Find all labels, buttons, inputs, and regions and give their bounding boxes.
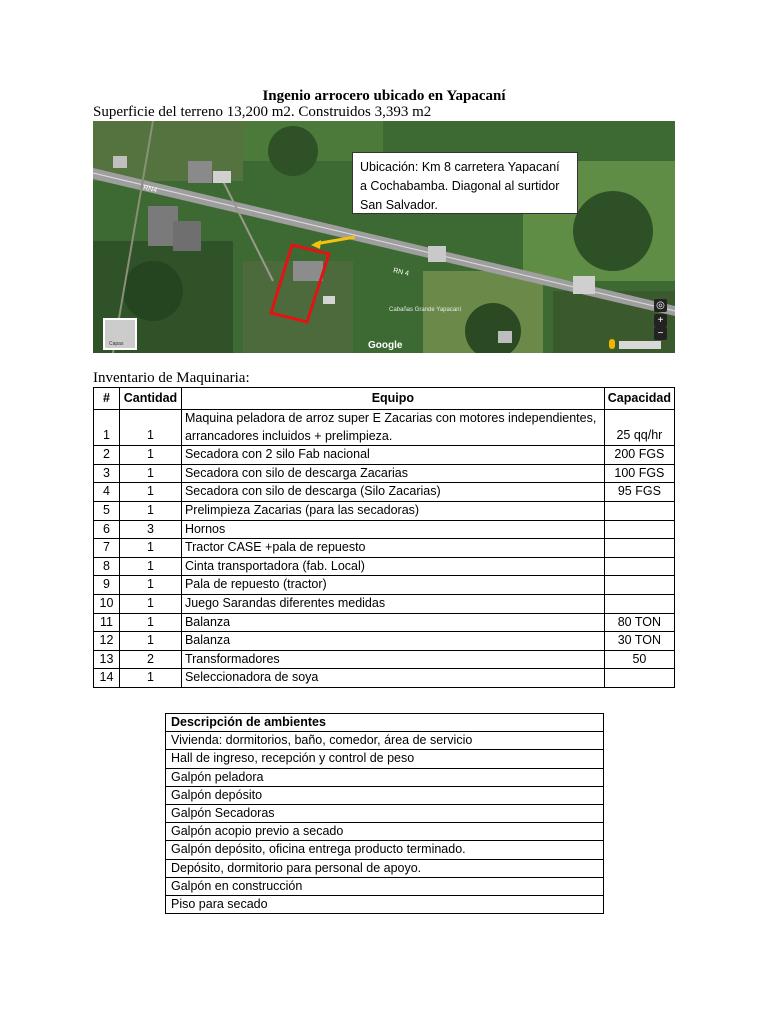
table-row — [94, 410, 675, 446]
row-number: 4 — [94, 483, 120, 502]
row-quantity: 1 — [119, 557, 181, 576]
row-equipment: Prelimpieza Zacarias (para las secadoras) — [181, 501, 604, 520]
list-item — [166, 786, 604, 804]
table-row — [94, 632, 675, 651]
row-quantity: 1 — [119, 669, 181, 688]
ambiente-description: Galpón peladora — [166, 768, 604, 786]
ambiente-description: Depósito, dormitorio para personal de apoyo. — [166, 859, 604, 877]
row-equipment: Balanza — [181, 632, 604, 651]
map-attribution-bar — [619, 341, 661, 349]
row-equipment: Pala de repuesto (tractor) — [181, 576, 604, 595]
table-row — [94, 483, 675, 502]
row-equipment-line: arrancadores incluidos + prelimpieza. — [184, 428, 393, 443]
list-item — [166, 732, 604, 750]
row-quantity: 1 — [119, 410, 181, 446]
row-quantity: 1 — [119, 539, 181, 558]
ambientes-rows — [166, 714, 604, 914]
header-number: # — [94, 388, 120, 410]
google-logo: Google — [368, 340, 403, 351]
inventory-label: Inventario de Maquinaria: — [93, 370, 250, 386]
row-capacity — [604, 594, 674, 613]
header-capacity: Capacidad — [604, 388, 674, 410]
ambiente-description: Galpón Secadoras — [166, 805, 604, 823]
page-title: Ingenio arrocero ubicado en Yapacaní — [262, 88, 506, 104]
row-quantity: 2 — [119, 650, 181, 669]
row-capacity — [604, 501, 674, 520]
row-quantity: 1 — [119, 446, 181, 465]
table-row — [94, 520, 675, 539]
row-number: 12 — [94, 632, 120, 651]
table-row — [94, 501, 675, 520]
ambiente-description: Galpón depósito, oficina entrega producto terminado. — [166, 841, 604, 859]
row-equipment: Secadora con silo de descarga Zacarias — [181, 464, 604, 483]
row-capacity — [604, 576, 674, 595]
row-equipment: Juego Sarandas diferentes medidas — [181, 594, 604, 613]
row-quantity: 1 — [119, 501, 181, 520]
pegman-icon[interactable] — [609, 339, 615, 349]
location-callout: Ubicación: Km 8 carretera Yapacaní a Cochabamba. Diagonal al surtidor San Salvador. — [352, 152, 578, 214]
row-quantity: 1 — [119, 464, 181, 483]
header-quantity: Cantidad — [119, 388, 181, 410]
ambiente-description: Vivienda: dormitorios, baño, comedor, área de servicio — [166, 732, 604, 750]
ambiente-description: Galpón depósito — [166, 786, 604, 804]
road-label: RN4 — [142, 184, 158, 195]
ambientes-table — [165, 713, 604, 914]
row-equipment: Secadora con 2 silo Fab nacional — [181, 446, 604, 465]
row-equipment: Transformadores — [181, 650, 604, 669]
row-number: 11 — [94, 613, 120, 632]
row-number: 14 — [94, 669, 120, 688]
satellite-map[interactable] — [93, 121, 675, 353]
row-equipment-line: Maquina peladora de arroz super E Zacarias con motores independientes, — [184, 411, 597, 425]
layers-label: Capas — [109, 341, 124, 347]
row-quantity: 1 — [119, 483, 181, 502]
row-number: 3 — [94, 464, 120, 483]
row-equipment: Cinta transportadora (fab. Local) — [181, 557, 604, 576]
row-number: 2 — [94, 446, 120, 465]
row-capacity — [604, 669, 674, 688]
list-item — [166, 750, 604, 768]
row-equipment: Seleccionadora de soya — [181, 669, 604, 688]
table-header-row — [166, 714, 604, 732]
row-quantity: 1 — [119, 613, 181, 632]
table-row — [94, 446, 675, 465]
ambientes-header: Descripción de ambientes — [166, 714, 604, 732]
road-label: RN 4 — [392, 267, 410, 278]
page-subtitle: Superficie del terreno 13,200 m2. Construidos 3,393 m2 — [93, 104, 432, 120]
row-capacity: 30 TON — [604, 632, 674, 651]
inventory-rows — [94, 410, 675, 688]
table-row — [94, 669, 675, 688]
table-row — [94, 650, 675, 669]
zoom-out-icon[interactable]: − — [654, 327, 667, 340]
row-capacity: 25 qq/hr — [604, 410, 674, 446]
ambiente-description: Piso para secado — [166, 896, 604, 914]
row-equipment: Balanza — [181, 613, 604, 632]
table-row — [94, 557, 675, 576]
list-item — [166, 823, 604, 841]
table-row — [94, 539, 675, 558]
list-item — [166, 841, 604, 859]
row-equipment — [181, 410, 604, 446]
row-capacity: 50 — [604, 650, 674, 669]
row-equipment: Secadora con silo de descarga (Silo Zacarias) — [181, 483, 604, 502]
row-number: 6 — [94, 520, 120, 539]
header-equipment: Equipo — [181, 388, 604, 410]
row-number: 1 — [94, 410, 120, 446]
ambiente-description: Hall de ingreso, recepción y control de peso — [166, 750, 604, 768]
row-capacity: 80 TON — [604, 613, 674, 632]
row-capacity — [604, 557, 674, 576]
table-row — [94, 613, 675, 632]
row-number: 10 — [94, 594, 120, 613]
ambiente-description: Galpón en construcción — [166, 877, 604, 895]
row-number: 9 — [94, 576, 120, 595]
table-header-row — [94, 388, 675, 410]
row-number: 5 — [94, 501, 120, 520]
row-number: 7 — [94, 539, 120, 558]
row-number: 13 — [94, 650, 120, 669]
list-item — [166, 877, 604, 895]
row-capacity: 100 FGS — [604, 464, 674, 483]
table-row — [94, 464, 675, 483]
location-icon[interactable]: ◎ — [654, 299, 667, 312]
row-capacity — [604, 520, 674, 539]
row-capacity: 200 FGS — [604, 446, 674, 465]
row-capacity: 95 FGS — [604, 483, 674, 502]
ambiente-description: Galpón acopio previo a secado — [166, 823, 604, 841]
inventory-table — [93, 387, 675, 688]
list-item — [166, 805, 604, 823]
table-row — [94, 594, 675, 613]
row-equipment: Tractor CASE +pala de repuesto — [181, 539, 604, 558]
list-item — [166, 896, 604, 914]
row-equipment: Hornos — [181, 520, 604, 539]
row-quantity: 1 — [119, 632, 181, 651]
row-quantity: 1 — [119, 576, 181, 595]
layers-thumbnail[interactable] — [103, 318, 137, 350]
row-capacity — [604, 539, 674, 558]
zoom-in-icon[interactable]: + — [654, 314, 667, 327]
list-item — [166, 768, 604, 786]
row-quantity: 1 — [119, 594, 181, 613]
place-label: Cabañas Grande Yapacaní — [389, 307, 462, 313]
table-row — [94, 576, 675, 595]
row-quantity: 3 — [119, 520, 181, 539]
list-item — [166, 859, 604, 877]
row-number: 8 — [94, 557, 120, 576]
